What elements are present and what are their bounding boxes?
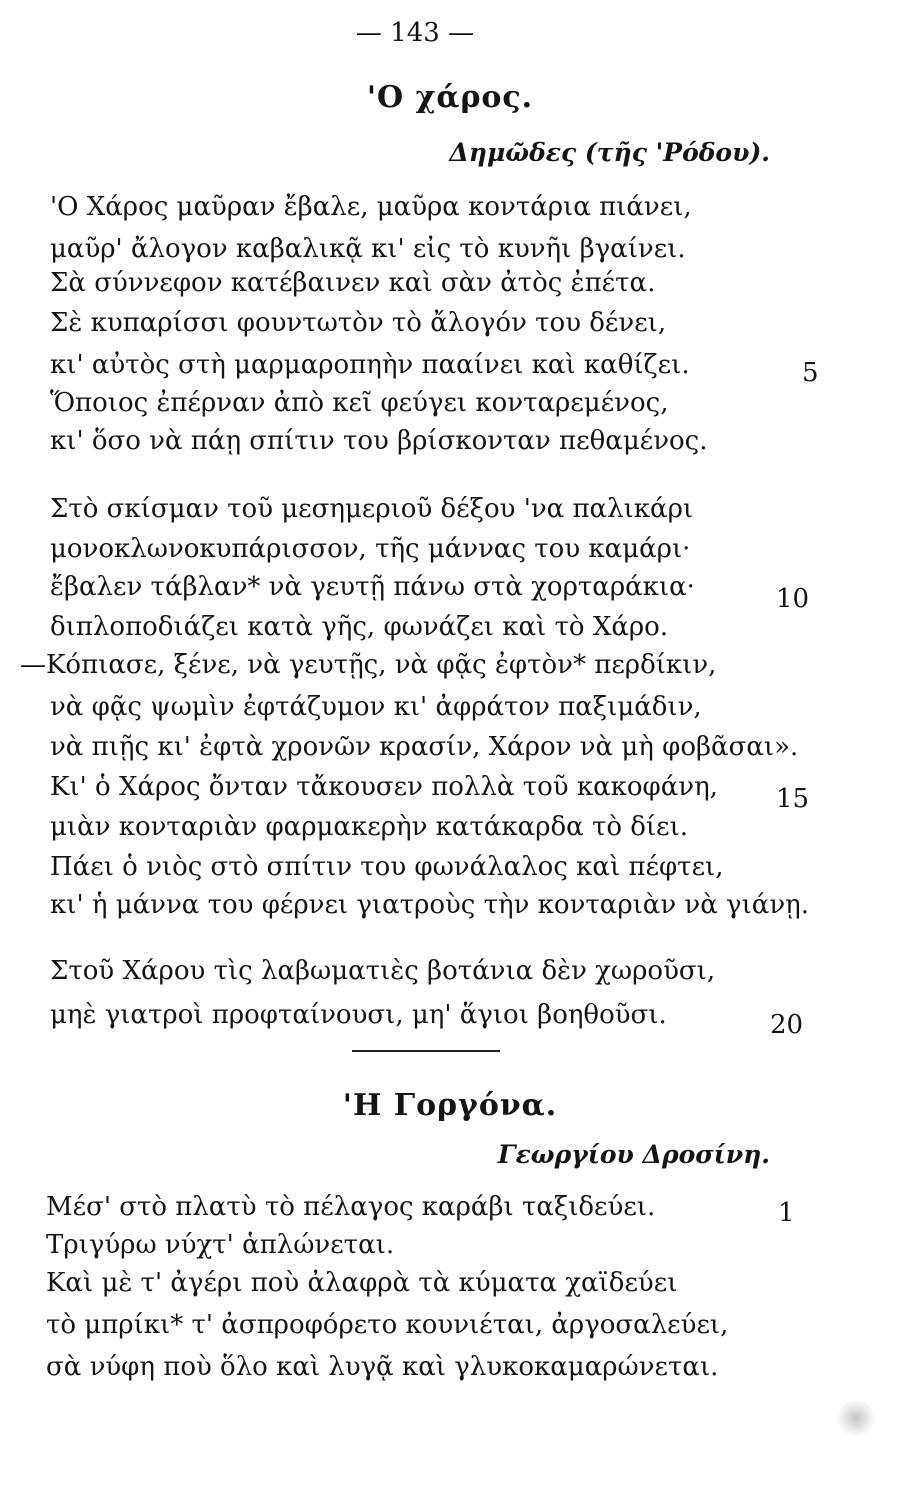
- page-number: — 143 —: [355, 18, 475, 48]
- verse-line: Κι' ὁ Χάρος ὄνταν τἄκουσεν πολλὰ τοῦ κακοφάνη,: [50, 772, 718, 802]
- verse-line: τὸ μπρίκι* τ' ἀσπροφόρετο κουνιέται, ἀργοσαλεύει,: [46, 1310, 729, 1340]
- verse-line: Στοῦ Χάρου τὶς λαβωματιὲς βοτάνια δὲν χωροῦσι,: [50, 956, 716, 986]
- verse-line: Πάει ὁ νιὸς στὸ σπίτιν του φωνάλαλος καὶ πέφτει,: [50, 852, 724, 882]
- line-number: 1: [778, 1198, 795, 1228]
- poem-2-title: 'Η Γοργόνα.: [342, 1088, 558, 1123]
- verse-line: Σὰ σύννεφον κατέβαινεν καὶ σὰν ἀτὸς ἐπέτα.: [50, 268, 656, 298]
- verse-line: μηὲ γιατροὶ προφταίνουσι, μη' ἅγιοι βοηθοῦσι.: [50, 1000, 667, 1030]
- verse-line: διπλοποδιάζει κατὰ γῆς, φωνάζει καὶ τὸ Χάρο.: [50, 612, 669, 642]
- verse-line: μιὰν κονταριὰν φαρμακερὴν κατάκαρδα τὸ δίει.: [50, 812, 689, 842]
- verse-line: —Κόπιασε, ξένε, νὰ γευτῇς, νὰ φᾷς ἐφτὸν* περδίκιν,: [20, 650, 717, 680]
- verse-line: Μέσ' στὸ πλατὺ τὸ πέλαγος καράβι ταξιδεύει.: [46, 1192, 656, 1222]
- verse-line: Καὶ μὲ τ' ἀγέρι ποὺ ἀλαφρὰ τὰ κύματα χαϊδεύει: [46, 1268, 678, 1298]
- verse-line: κι' ὅσο νὰ πάῃ σπίτιν του βρίσκονταν πεθαμένος.: [50, 426, 708, 456]
- verse-line: νὰ φᾷς ψωμὶν ἐφτάζυμον κι' ἀφράτον παξιμάδιν,: [50, 692, 702, 722]
- verse-line: 'Ο Χάρος μαῦραν ἔβαλε, μαῦρα κοντάρια πιάνει,: [50, 192, 692, 222]
- verse-line: μαῦρ' ἄλογον καβαλικᾷ κι' εἰς τὸ κυνῆι βγαίνει.: [50, 234, 686, 264]
- verse-line: μονοκλωνοκυπάρισσον, τῆς μάννας του καμάρι·: [50, 534, 691, 564]
- line-number: 20: [770, 1010, 804, 1040]
- verse-line: σὰ νύφη ποὺ ὅλο καὶ λυγᾷ καὶ γλυκοκαμαρώνεται.: [46, 1352, 719, 1382]
- verse-line: νὰ πιῇς κι' ἐφτὰ χρονῶν κρασίν, Χάρον νὰ μὴ φοβᾶσαι».: [50, 732, 799, 762]
- poem-1-title: 'Ο χάρος.: [366, 80, 534, 115]
- verse-line: Ὅποιος ἐπέρναν ἀπὸ κεῖ φεύγει κονταρεμένος,: [50, 388, 669, 418]
- line-number: 15: [776, 784, 810, 814]
- paper-smudge: [838, 1400, 874, 1436]
- verse-line: Σὲ κυπαρίσσι φουντωτὸν τὸ ἄλογόν του δένει,: [50, 308, 667, 338]
- verse-line: Τριγύρω νύχτ' ἁπλώνεται.: [46, 1230, 395, 1260]
- line-number: 5: [802, 358, 819, 388]
- verse-line: ἔβαλεν τάβλαν* νὰ γευτῇ πάνω στὰ χορταράκια·: [50, 572, 695, 602]
- verse-line: κι' ἡ μάννα του φέρνει γιατροὺς τὴν κονταριὰν νὰ γιάνῃ.: [50, 890, 809, 920]
- verse-line: κι' αὐτὸς στὴ μαρμαροπηὴν πααίνει καὶ καθίζει.: [50, 350, 690, 380]
- section-divider: [352, 1050, 500, 1052]
- poem-2-subtitle: Γεωργίου Δροσίνη.: [497, 1140, 770, 1169]
- line-number: 10: [776, 584, 810, 614]
- poem-1-subtitle: Δημῶδες (τῆς 'Ρόδου).: [449, 138, 770, 167]
- verse-line: Στὸ σκίσμαν τοῦ μεσημεριοῦ δέξου 'να παλικάρι: [50, 494, 694, 524]
